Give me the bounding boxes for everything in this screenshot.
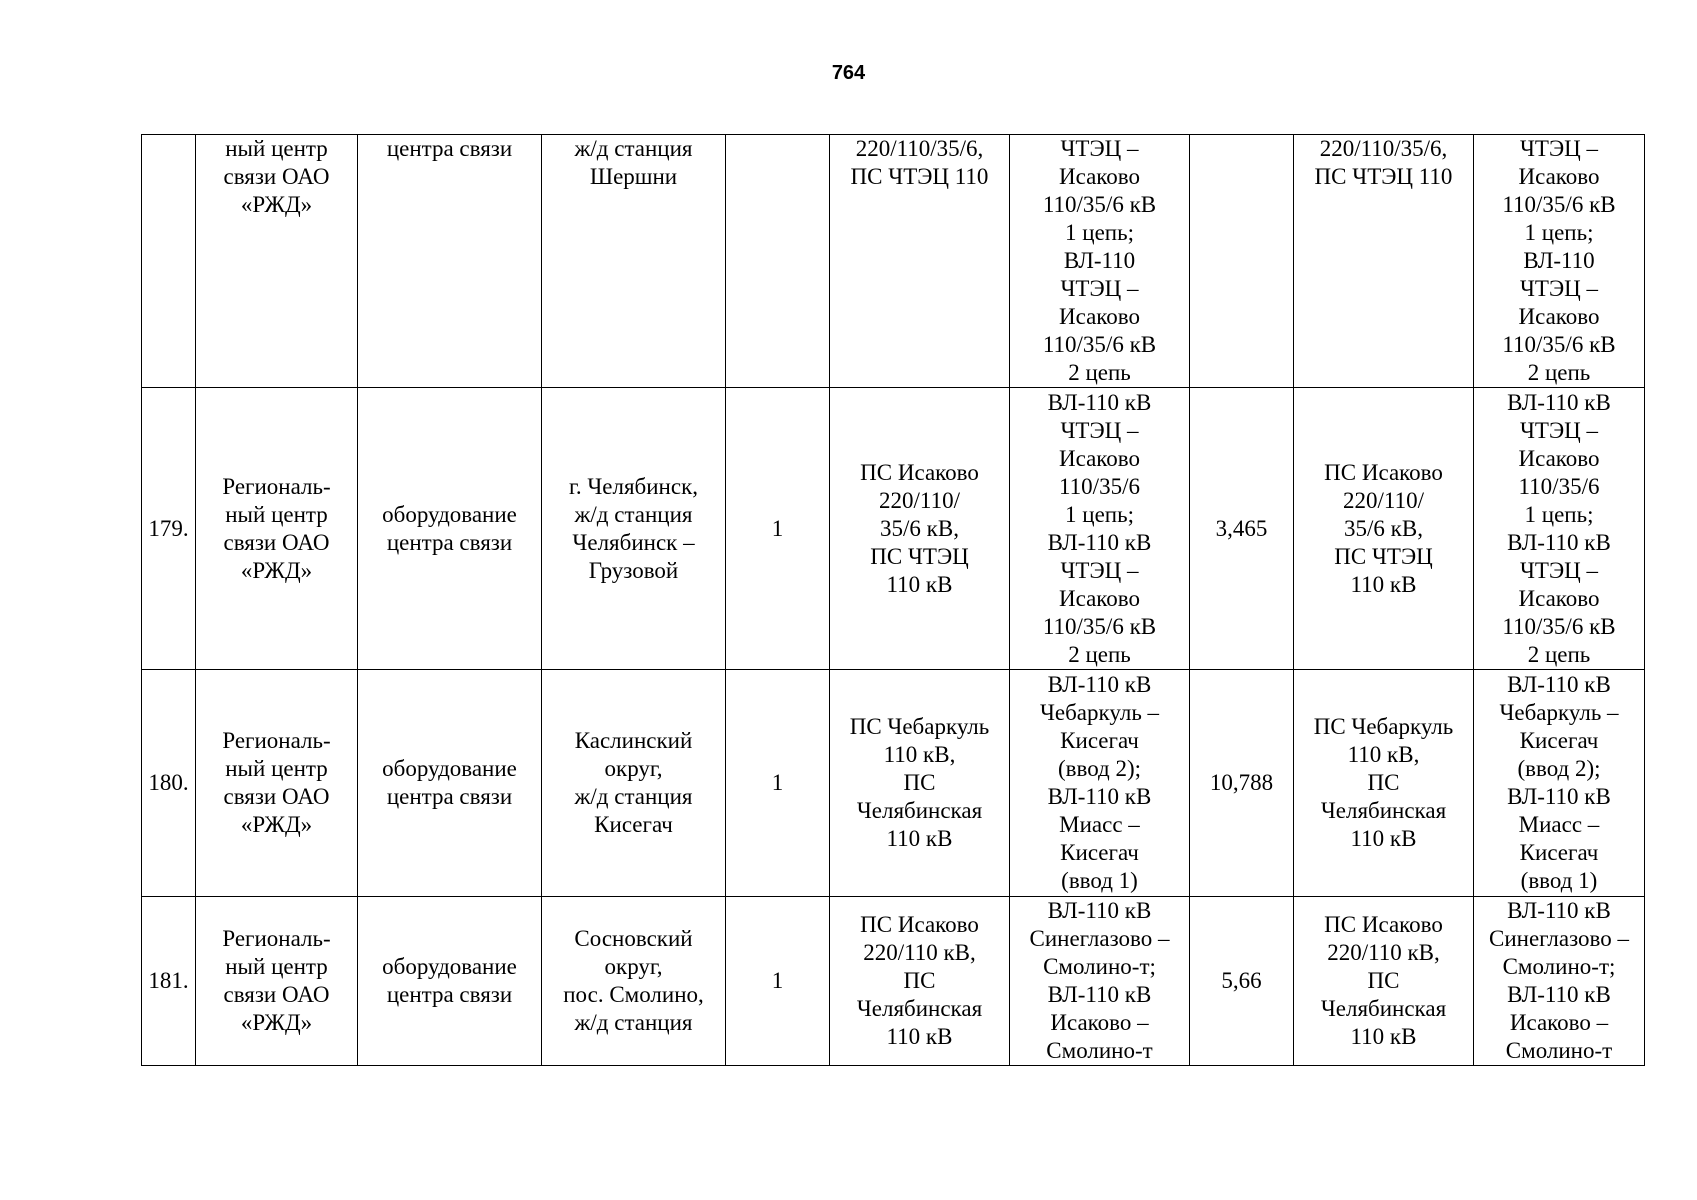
- count-cell: [726, 388, 830, 670]
- substation-cell: [830, 135, 1010, 388]
- location-cell: [542, 670, 726, 897]
- count-cell: [726, 670, 830, 897]
- location-cell: [542, 135, 726, 388]
- location-cell: [542, 388, 726, 670]
- equipment: центра связи: [386, 136, 513, 161]
- count: 1: [771, 968, 784, 993]
- power-line: ВЛ-110 кВ ЧТЭЦ – Исаково 110/35/6 1 цепь; ВЛ-110 кВ ЧТЭЦ – Исаково 110/35/6 кВ 2 цепь: [1042, 389, 1157, 667]
- location: Сосновский округ, пос. Смолино, ж/д станция: [563, 926, 704, 1035]
- substation: 220/110/35/6, ПС ЧТЭЦ 110: [850, 136, 989, 189]
- line-2-cell: [1474, 897, 1645, 1066]
- power-value: 5,66: [1221, 968, 1262, 993]
- row-number-cell: [142, 897, 196, 1066]
- equipment: оборудование центра связи: [382, 501, 517, 555]
- line-2-cell: [1474, 135, 1645, 388]
- count-cell: [726, 897, 830, 1066]
- organization-cell: [196, 135, 358, 388]
- organization: Региональ- ный центр связи ОАО «РЖД»: [222, 926, 331, 1035]
- power-cell: [1190, 135, 1294, 388]
- row-number-cell: [142, 388, 196, 670]
- equipment-cell: [358, 135, 542, 388]
- table-row: [142, 388, 1645, 670]
- power-cell: [1190, 670, 1294, 897]
- row-number-cell: [142, 670, 196, 897]
- substation-2-cell: [1294, 897, 1474, 1066]
- location-cell: [542, 897, 726, 1066]
- substation-2: 220/110/35/6, ПС ЧТЭЦ 110: [1314, 136, 1453, 189]
- power-line-2: ВЛ-110 кВ ЧТЭЦ – Исаково 110/35/6 1 цепь; ВЛ-110 кВ ЧТЭЦ – Исаково 110/35/6 кВ 2 цепь: [1502, 389, 1616, 667]
- count-cell: [726, 135, 830, 388]
- line-cell: [1010, 897, 1190, 1066]
- power-line-2: ВЛ-110 кВ Синеглазово – Смолино-т; ВЛ-110 кВ Исаково – Смолино-т: [1488, 898, 1630, 1063]
- substation-2: ПС Чебаркуль 110 кВ, ПС Челябинская 110 кВ: [1313, 714, 1454, 851]
- table-row: [142, 135, 1645, 388]
- substation-2-cell: [1294, 388, 1474, 670]
- line-cell: [1010, 135, 1190, 388]
- organization-cell: [196, 897, 358, 1066]
- power-line: ВЛ-110 кВ Чебаркуль – Кисегач (ввод 2); ВЛ-110 кВ Миасс – Кисегач (ввод 1): [1039, 672, 1160, 893]
- power-line: ВЛ-110 кВ Синеглазово – Смолино-т; ВЛ-110 кВ Исаково – Смолино-т: [1029, 898, 1170, 1063]
- power-cell: [1190, 897, 1294, 1066]
- substation-cell: [830, 897, 1010, 1066]
- power-value: 10,788: [1209, 770, 1274, 795]
- power-line-2: ЧТЭЦ – Исаково 110/35/6 кВ 1 цепь; ВЛ-110 ЧТЭЦ – Исаково 110/35/6 кВ 2 цепь: [1502, 136, 1616, 385]
- location: ж/д станция Шершни: [574, 136, 693, 189]
- line-cell: [1010, 670, 1190, 897]
- line-2-cell: [1474, 388, 1645, 670]
- equipment-cell: [358, 670, 542, 897]
- table-row: [142, 897, 1645, 1066]
- substation-cell: [830, 388, 1010, 670]
- substation: ПС Исаково 220/110 кВ, ПС Челябинская 110 кВ: [856, 912, 983, 1049]
- data-table: [141, 134, 1645, 1066]
- power-line: ЧТЭЦ – Исаково 110/35/6 кВ 1 цепь; ВЛ-110 ЧТЭЦ – Исаково 110/35/6 кВ 2 цепь: [1042, 136, 1157, 385]
- location: г. Челябинск, ж/д станция Челябинск – Грузовой: [568, 473, 698, 583]
- power-value: 3,465: [1215, 515, 1268, 541]
- row-number: 180.: [148, 770, 189, 795]
- organization-cell: [196, 670, 358, 897]
- line-2-cell: [1474, 670, 1645, 897]
- equipment: оборудование центра связи: [382, 954, 517, 1007]
- power-cell: [1190, 388, 1294, 670]
- location: Каслинский округ, ж/д станция Кисегач: [574, 728, 693, 837]
- organization: Региональ- ный центр связи ОАО «РЖД»: [222, 473, 331, 583]
- count: 1: [771, 770, 784, 795]
- substation-cell: [830, 670, 1010, 897]
- row-number-cell: [142, 135, 196, 388]
- table-row: [142, 670, 1645, 897]
- power-line-2: ВЛ-110 кВ Чебаркуль – Кисегач (ввод 2); ВЛ-110 кВ Миасс – Кисегач (ввод 1): [1499, 672, 1619, 893]
- substation-2-cell: [1294, 670, 1474, 897]
- equipment: оборудование центра связи: [382, 756, 517, 809]
- equipment-cell: [358, 388, 542, 670]
- row-number: 181.: [148, 968, 189, 993]
- page-number: 764: [831, 62, 866, 84]
- substation: ПС Исаково 220/110/ 35/6 кВ, ПС ЧТЭЦ 110 кВ: [860, 459, 979, 597]
- organization: Региональ- ный центр связи ОАО «РЖД»: [222, 728, 331, 837]
- equipment-cell: [358, 897, 542, 1066]
- substation-2: ПС Исаково 220/110/ 35/6 кВ, ПС ЧТЭЦ 110 кВ: [1324, 459, 1443, 597]
- row-number: 179.: [148, 515, 189, 541]
- substation-2: ПС Исаково 220/110 кВ, ПС Челябинская 110 кВ: [1320, 912, 1447, 1049]
- substation-2-cell: [1294, 135, 1474, 388]
- count: 1: [771, 515, 784, 541]
- substation: ПС Чебаркуль 110 кВ, ПС Челябинская 110 кВ: [849, 714, 990, 851]
- organization: ный центр связи ОАО «РЖД»: [223, 136, 330, 217]
- organization-cell: [196, 388, 358, 670]
- line-cell: [1010, 388, 1190, 670]
